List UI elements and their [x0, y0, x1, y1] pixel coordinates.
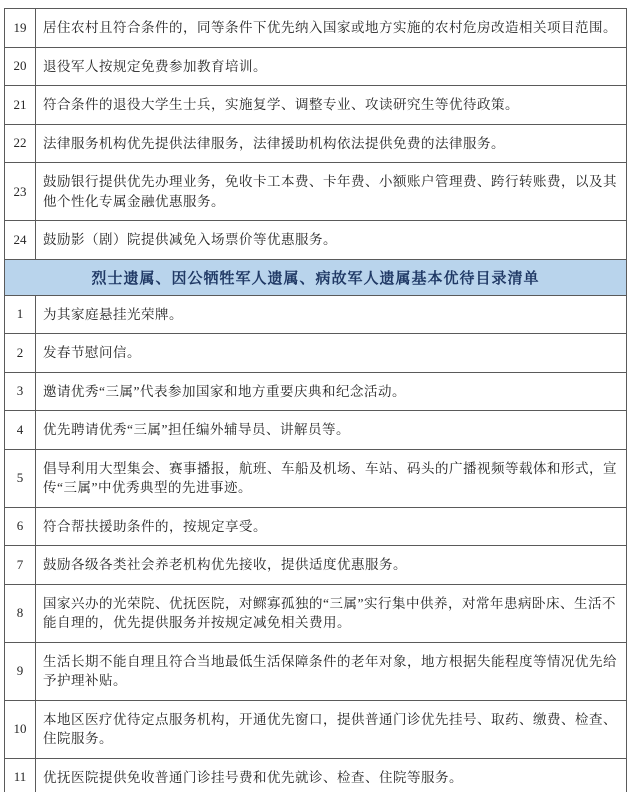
table-row: [5, 584, 627, 642]
section-title: 烈士遗属、因公牺牲军人遗属、病故军人遗属基本优待目录清单: [5, 259, 627, 295]
row-number: 5: [5, 449, 36, 507]
table-row: [5, 411, 627, 450]
row-text: 居住农村且符合条件的，同等条件下优先纳入国家或地方实施的农村危房改造相关项目范围。: [36, 9, 627, 48]
row-number: 1: [5, 295, 36, 334]
section-veterans-rows: [5, 9, 627, 260]
table-row: [5, 47, 627, 86]
row-number: 19: [5, 9, 36, 48]
row-text: 鼓励各级各类社会养老机构优先接收，提供适度优惠服务。: [36, 546, 627, 585]
table-row: [5, 9, 627, 48]
row-text: 优先聘请优秀“三属”担任编外辅导员、讲解员等。: [36, 411, 627, 450]
section-survivors-rows: [5, 295, 627, 792]
table-row: [5, 372, 627, 411]
row-text: 生活长期不能自理且符合当地最低生活保障条件的老年对象，地方根据失能程度等情况优先给予护理补贴。: [36, 642, 627, 700]
row-number: 7: [5, 546, 36, 585]
row-text: 鼓励银行提供优先办理业务，免收卡工本费、卡年费、小额账户管理费、跨行转账费，以及其他个性化专属金融优惠服务。: [36, 163, 627, 221]
row-number: 21: [5, 86, 36, 125]
row-number: 23: [5, 163, 36, 221]
row-text: 符合帮扶援助条件的，按规定享受。: [36, 507, 627, 546]
table-row: [5, 221, 627, 260]
row-text: 倡导利用大型集会、赛事播报，航班、车船及机场、车站、码头的广播视频等载体和形式，宣传“三属”中优秀典型的先进事迹。: [36, 449, 627, 507]
row-text: 本地区医疗优待定点服务机构，开通优先窗口，提供普通门诊优先挂号、取药、缴费、检查、住院服务。: [36, 700, 627, 758]
table-row: [5, 334, 627, 373]
table-row: [5, 124, 627, 163]
row-text: 符合条件的退役大学生士兵，实施复学、调整专业、攻读研究生等优待政策。: [36, 86, 627, 125]
row-text: 为其家庭悬挂光荣牌。: [36, 295, 627, 334]
table-row: [5, 507, 627, 546]
table-row: [5, 758, 627, 792]
row-number: 11: [5, 758, 36, 792]
section-header-row: [5, 259, 627, 295]
row-number: 2: [5, 334, 36, 373]
table-row: [5, 546, 627, 585]
row-text: 发春节慰问信。: [36, 334, 627, 373]
row-number: 6: [5, 507, 36, 546]
row-text: 邀请优秀“三属”代表参加国家和地方重要庆典和纪念活动。: [36, 372, 627, 411]
row-text: 法律服务机构优先提供法律服务，法律援助机构依法提供免费的法律服务。: [36, 124, 627, 163]
row-text: 鼓励影（剧）院提供减免入场票价等优惠服务。: [36, 221, 627, 260]
table-row: [5, 163, 627, 221]
row-number: 4: [5, 411, 36, 450]
row-text: 国家兴办的光荣院、优抚医院，对鳏寡孤独的“三属”实行集中供养，对常年患病卧床、生活不能自理的，优先提供服务并按规定减免相关费用。: [36, 584, 627, 642]
section-survivors: [5, 259, 627, 295]
table-row: [5, 642, 627, 700]
row-number: 24: [5, 221, 36, 260]
row-number: 8: [5, 584, 36, 642]
row-number: 20: [5, 47, 36, 86]
row-number: 9: [5, 642, 36, 700]
table-row: [5, 86, 627, 125]
table-row: [5, 449, 627, 507]
row-number: 22: [5, 124, 36, 163]
row-number: 10: [5, 700, 36, 758]
table-row: [5, 295, 627, 334]
row-text: 优抚医院提供免收普通门诊挂号费和优先就诊、检查、住院等服务。: [36, 758, 627, 792]
table-row: [5, 700, 627, 758]
row-number: 3: [5, 372, 36, 411]
row-text: 退役军人按规定免费参加教育培训。: [36, 47, 627, 86]
benefits-catalog-table: [4, 8, 627, 792]
